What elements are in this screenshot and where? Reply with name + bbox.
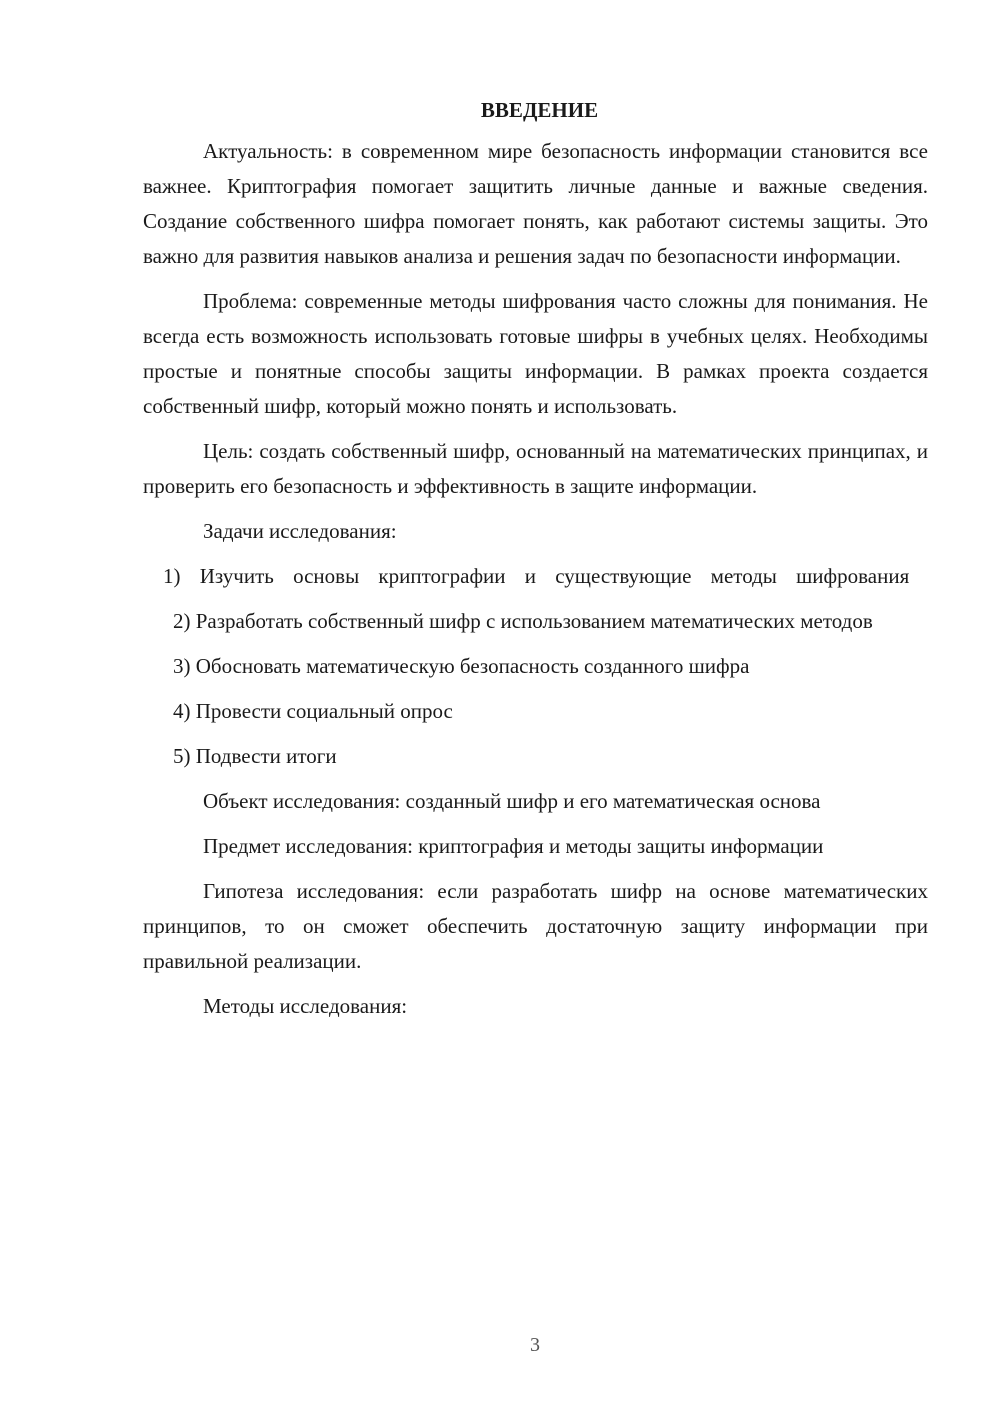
task-item-4: 4) Провести социальный опрос <box>173 699 453 723</box>
subject-paragraph: Предмет исследования: криптография и методы защиты информации <box>203 834 824 858</box>
goal-paragraph: Цель: создать собственный шифр, основанный на математических принципах, и проверить его безопасность и эффективность в защите информации. <box>143 439 928 498</box>
tasks-heading: Задачи исследования: <box>203 519 397 543</box>
methods-heading: Методы исследования: <box>203 994 408 1018</box>
relevance-paragraph: Актуальность: в современном мире безопасность информации становится все важнее. Криптография помогает защитить личные данные и важные сведения. Создание собственного шифра помогает понять, как работают системы защиты. Это важно для развития навыков анализа и решения задач по безопасности информации. <box>143 139 928 268</box>
task-item-5: 5) Подвести итоги <box>173 744 337 768</box>
task-item-1: 1) Изучить основы криптографии и существующие методы шифрования <box>163 564 910 588</box>
task-item-3: 3) Обосновать математическую безопасность созданного шифра <box>173 654 750 678</box>
hypothesis-paragraph: Гипотеза исследования: если разработать шифр на основе математических принципов, то он сможет обеспечить достаточную защиту информации при правильной реализации. <box>143 879 928 973</box>
object-paragraph: Объект исследования: созданный шифр и его математическая основа <box>203 789 821 813</box>
problem-paragraph: Проблема: современные методы шифрования часто сложны для понимания. Не всегда есть возможность использовать готовые шифры в учебных целях. Необходимы простые и понятные способы защиты информации. В рамках проекта создается собственный шифр, который можно понять и использовать. <box>143 289 928 418</box>
page-content <box>143 95 928 1034</box>
page-number: 3 <box>530 1334 540 1356</box>
page-title: ВВЕДЕНИЕ <box>480 98 599 122</box>
task-item-2: 2) Разработать собственный шифр с использованием математических методов <box>173 609 873 633</box>
